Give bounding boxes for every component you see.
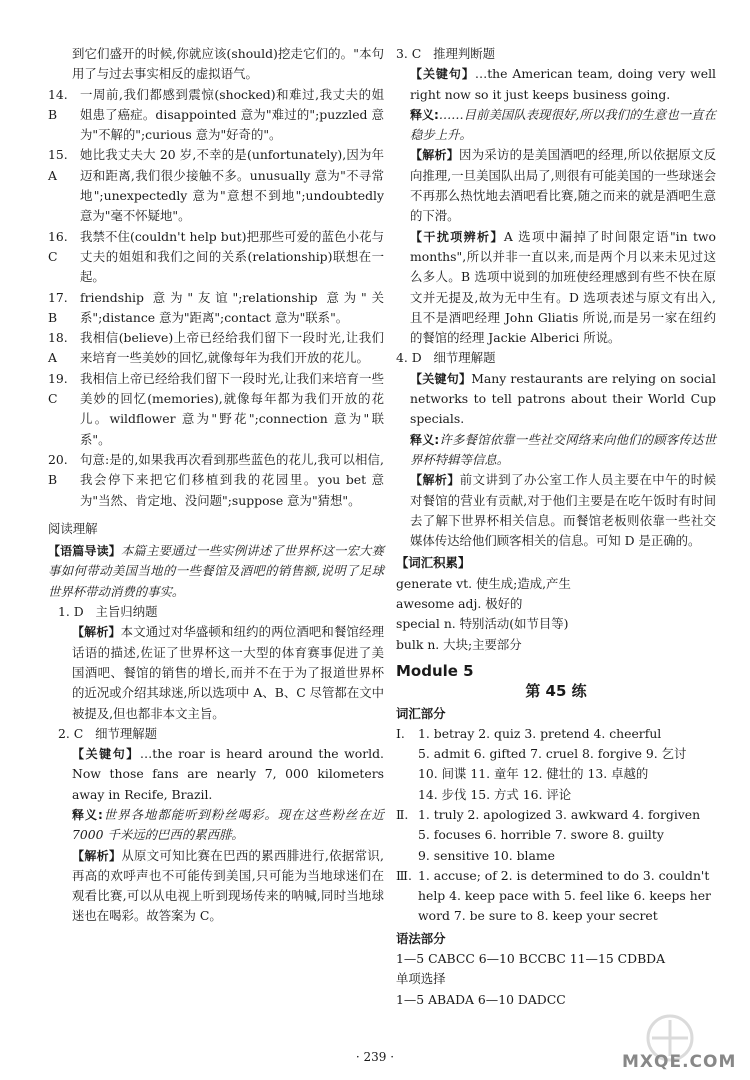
answer-line: 1. truly 2. apologized 3. awkward 4. forgiven [418,806,701,822]
answer-number: 17. B [48,289,68,325]
answer-line: help 4. keep pace with 5. feel like 6. keeps her [418,888,711,904]
paraphrase-label: 释义: [72,807,103,822]
reading-question-1 [48,602,384,724]
key-label: 【关键句】 [410,67,475,82]
paraphrase-text: ……目前美国队表现很好,所以我们的生意也一直在稳步上升。 [410,106,716,143]
vocab-answers-3 [396,866,716,927]
question-answer: 4. D [396,350,422,366]
answer-item-18 [48,328,384,369]
question-type: 主旨归纳题 [95,604,158,620]
vocab-accumulation-label: 【词汇积累】 [396,555,471,571]
answer-line: word 7. be sure to 8. keep your secret [418,908,658,924]
question-type: 细节理解题 [95,725,158,741]
question-header [58,602,384,622]
analysis-text: 前文讲到了办公室工作人员主要在中午的时候对餐馆的营业有贡献,对于他们主要是在吃午饭时有时间去了解下世界杯相关信息。而餐馆老板则依靠一些社交媒体传达给他们顾客相关的信息。可知 D 是正确的。 [410,472,716,549]
key-text: Many restaurants are relying on social networks to tell patrons about their World Cup specials. [410,370,716,427]
passage-guide [48,541,384,602]
right-column [396,44,716,1010]
distractor-text: A 选项中漏掉了时间限定语"in two months",所以并非一直以来,而是两个月以来未见过这么多人。B 选项中说到的加班使经理感到有些不快在原文并无提及,故为无中生有。D 选项表述与原文有出入,且不是酒吧经理 John Gliatis 所说,而是另一家在纽约的餐馆的经理 Jackie Alberici 所说。 [410,228,716,346]
section-number: Ⅰ. [396,725,405,741]
answer-explanation: 我禁不住(couldn't help but)把那些可爱的蓝色小花与丈夫的姐姐和我们之间的关系(relationship)联想在一起。 [80,228,384,285]
question-header [396,348,716,368]
page-number: · 239 · [355,1050,395,1064]
analysis-label: 【解析】 [410,473,460,488]
question-type: 细节理解题 [433,350,496,366]
answer-explanation: 句意:是的,如果我再次看到那些蓝色的花儿,我可以相信,我会停下来把它们移植到我的花园里。you bet 意为"当然、肯定地、没问题";suppose 意为"猜想"。 [80,451,384,508]
analysis-text: 本文通过对华盛顿和纽约的两位酒吧和餐馆经理话语的描述,佐证了世界杯这一大型的体育赛事促进了美国酒吧、餐馆的销售的增长,而并不在于为了报道世界杯的近况或介绍其球迷,所以选项中 A、B、C 尽管都在文中被提及,但也都非本文主旨。 [72,624,384,721]
answer-number: 20. B [48,451,68,488]
section-number: Ⅲ. [396,867,412,883]
analysis [58,846,384,927]
paraphrase [396,430,716,471]
vocab-answers-1 [396,724,716,805]
question-header [396,44,716,64]
answer-item-14 [48,85,384,146]
key-sentence [396,369,716,430]
answer-number: 14. B [48,86,68,122]
reading-question-4 [396,348,716,551]
paraphrase [396,105,716,146]
reading-question-2 [48,724,384,927]
answer-line: 1. accuse; of 2. is determined to do 3. couldn't [418,867,710,883]
key-text: …the American team, doing very well right now so it just keeps business going. [410,66,716,102]
paraphrase-text: 世界各地都能听到粉丝喝彩。现在这些粉丝在近 7000 千米远的巴西的累西腓。 [72,806,385,843]
question-answer: 2. C [58,725,84,741]
answer-number: 18. A [48,330,68,366]
analysis [58,622,384,723]
lesson-title: 第 45 练 [525,682,587,701]
vocab-answers-2 [396,805,716,866]
paraphrase-text: 许多餐馆依靠一些社交网络来向他们的顾客传达世界杯特辑等信息。 [410,431,716,467]
analysis [396,145,716,226]
answer-line: 10. 间谍 11. 童年 12. 健壮的 13. 卓越的 [418,766,649,782]
watermark-text: MXQE.COM [622,1052,737,1072]
analysis-label: 【解析】 [72,625,121,640]
paraphrase [58,805,384,846]
answer-number: 15. A [48,147,68,183]
reading-section-title: 阅读理解 [48,520,98,536]
answer-item-19 [48,369,384,450]
answer-item-20 [48,450,384,511]
single-choice-answers: 1—5 ABADA 6—10 DADCC [396,991,566,1007]
key-label: 【关键句】 [410,371,472,386]
vocab-section-title: 词汇部分 [396,705,446,721]
answer-item-16 [48,227,384,288]
intro-paragraph: 到它们盛开的时候,你就应该(should)挖走它们的。"本句用了与过去事实相反的虚拟语气。 [72,46,384,82]
question-answer: 1. D [58,604,84,620]
section-number: Ⅱ. [396,806,409,822]
answer-line: 5. admit 6. gifted 7. cruel 8. forgive 9. 乞讨 [418,746,687,762]
answer-line: 5. focuses 6. horrible 7. swore 8. guilty [418,827,664,843]
answer-item-15 [48,145,384,226]
answer-explanation: 她比我丈夫大 20 岁,不幸的是(unfortunately),因为年迈和距离,我们很少接触不多。unusually 意为"不寻常地";unexpectedly 意为"意想不到地";undoubtedly 意为"毫不怀疑地"。 [80,147,384,224]
reading-question-3 [396,44,716,348]
grammar-section-title: 语法部分 [396,930,446,946]
paraphrase-label: 释义: [410,432,440,447]
analysis-text: 从原文可知比赛在巴西的累西腓进行,依据常识,再高的欢呼声也不可能传到美国,只可能为当地球迷们在观看比赛,可以从电视上听到现场传来的呐喊,同时当地球迷也在喝彩。故答案为 C。 [72,847,384,924]
vocab-entry: bulk n. 大块;主要部分 [396,636,522,652]
answer-line: 9. sensitive 10. blame [418,847,555,863]
key-sentence [396,64,716,105]
answer-explanation: 我相信上帝已经给我们留下一段时光,让我们来培育一些美妙的回忆(memories),就像每年都为我们开放的花儿。wildflower 意为"野花";connection 意为"联系"。 [80,370,384,447]
vocab-entry: special n. 特别活动(如节目等) [396,616,569,632]
answer-explanation: friendship 意为"友谊";relationship 意为"关系";distance 意为"距离";contact 意为"联系"。 [80,289,384,325]
grammar-answers: 1—5 CABCC 6—10 BCCBC 11—15 CDBDA [396,951,666,967]
distractor-analysis [396,227,716,349]
guide-text: 本篇主要通过一些实例讲述了世界杯这一宏大赛事如何带动美国当地的一些餐馆及酒吧的销售额,说明了足球世界杯带动消费的事实。 [48,543,384,599]
answer-number: 19. C [48,370,68,407]
answer-explanation: 我相信(believe)上帝已经给我们留下一段时光,让我们来培育一些美妙的回忆,就像每年为我们开放的花儿。 [80,330,384,366]
module-title: Module 5 [396,661,474,680]
answer-number: 16. C [48,228,68,264]
answer-item-17 [48,288,384,329]
question-header [58,724,384,744]
paraphrase-label: 释义: [410,107,439,122]
guide-label: 【语篇导读】 [48,544,121,559]
key-label: 【关键句】 [72,747,140,762]
key-sentence [58,744,384,805]
key-text: …the roar is heard around the world. Now those fans are nearly 7, 000 kilometers away in Recife, Brazil. [72,746,384,802]
vocab-entry: generate vt. 使生成;造成,产生 [396,575,571,591]
analysis-label: 【解析】 [410,148,460,163]
answer-line: 14. 步伐 15. 方式 16. 评论 [418,786,572,802]
left-column [48,44,384,927]
analysis-text: 因为采访的是美国酒吧的经理,所以依据原文反向推理,一旦美国队出局了,则很有可能美国的一些球迷会不再那么热忱地去酒吧看比赛,随之而来的就是酒吧生意的下滑。 [410,147,716,224]
answer-line: 1. betray 2. quiz 3. pretend 4. cheerful [418,725,662,741]
vocab-entry: awesome adj. 极好的 [396,596,523,612]
single-choice-title: 单项选择 [396,971,446,987]
question-type: 推理判断题 [433,46,496,61]
question-answer: 3. C [396,46,422,61]
analysis [396,470,716,551]
analysis-label: 【解析】 [72,848,122,863]
distractor-label: 【干扰项辨析】 [410,229,504,244]
answer-explanation: 一周前,我们都感到震惊(shocked)和难过,我丈夫的姐姐患了癌症。disappointed 意为"难过的";puzzled 意为"不解的";curious 意为"好奇的"。 [80,86,384,143]
